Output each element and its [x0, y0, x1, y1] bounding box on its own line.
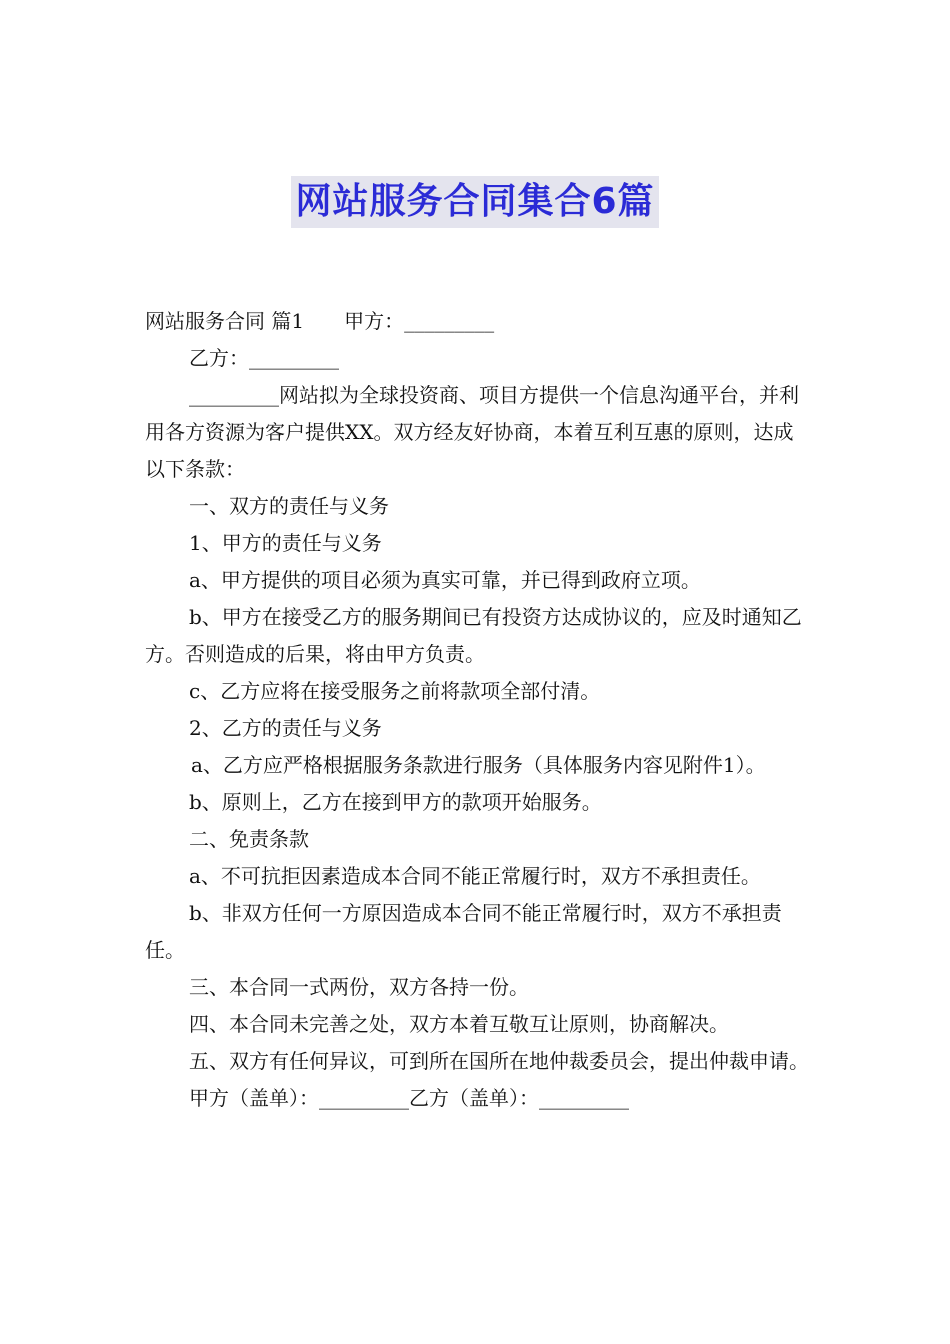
section-2-heading: 二、免责条款: [189, 827, 309, 851]
document-body: [145, 303, 810, 1117]
section-1-1-heading: 1、甲方的责任与义务: [189, 531, 382, 555]
clause-1-1-a: a、甲方提供的项目必须为真实可靠，并已得到政府立项。: [189, 568, 701, 592]
party-a-line: 甲方：_________: [344, 309, 495, 333]
signature-party-a: 甲方（盖单）：_________: [189, 1086, 409, 1110]
signature-line: [145, 1080, 810, 1117]
document-title: 网站服务合同集合6篇: [291, 176, 658, 228]
intro-paragraph: _________网站拟为全球投资商、项目方提供一个信息沟通平台，并利用各方资源为客户提供XX。双方经友好协商，本着互利互惠的原则，达成以下条款：: [145, 383, 799, 481]
section-1-2-heading: 2、乙方的责任与义务: [189, 716, 382, 740]
party-b-line: 乙方：_________: [189, 346, 339, 370]
contract-heading: 网站服务合同 篇1: [145, 309, 305, 333]
signature-party-b: 乙方（盖单）：_________: [409, 1086, 629, 1110]
section-3: 三、本合同一式两份，双方各持一份。: [189, 975, 529, 999]
clause-2-b: b、非双方任何一方原因造成本合同不能正常履行时，双方不承担责任。: [145, 901, 782, 962]
clause-1-2-a: a、乙方应严格根据服务条款进行服务（具体服务内容见附件1）。: [191, 753, 766, 777]
contract-heading-line: [145, 303, 810, 340]
section-5: 五、双方有任何异议，可到所在国所在地仲裁委员会，提出仲裁申请。: [189, 1049, 809, 1073]
clause-1-1-c: c、乙方应将在接受服务之前将款项全部付清。: [189, 679, 601, 703]
clause-1-2-b: b、原则上，乙方在接到甲方的款项开始服务。: [189, 790, 602, 814]
document-title-wrap: [0, 176, 950, 228]
clause-1-1-b: b、甲方在接受乙方的服务期间已有投资方达成协议的，应及时通知乙方。否则造成的后果，将由甲方负责。: [145, 605, 802, 666]
section-1-heading: 一、双方的责任与义务: [189, 494, 389, 518]
section-4: 四、本合同未完善之处，双方本着互敬互让原则，协商解决。: [189, 1012, 729, 1036]
clause-2-a: a、不可抗拒因素造成本合同不能正常履行时，双方不承担责任。: [189, 864, 761, 888]
